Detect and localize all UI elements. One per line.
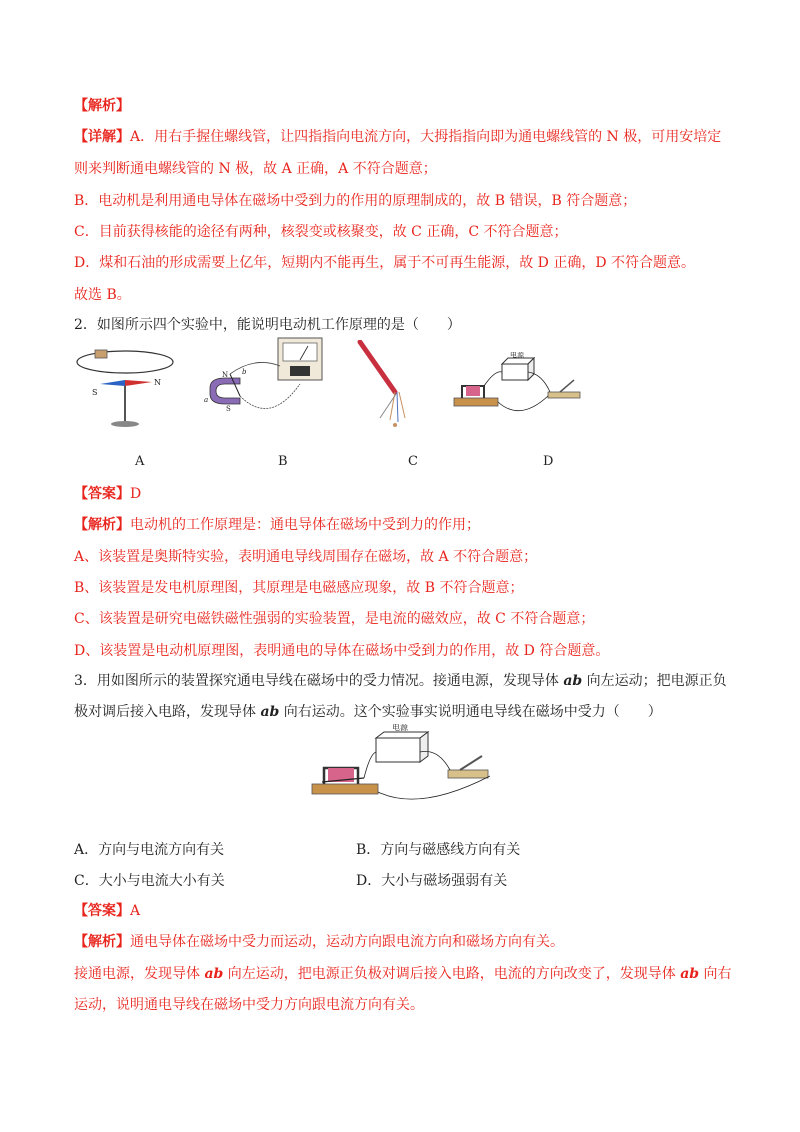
- q1-analysis-header: 【解析】: [74, 98, 130, 114]
- q2-analysis-5: D、该装置是电动机原理图，表明通电的导体在磁场中受到力的作用，故 D 符合题意。: [74, 643, 610, 659]
- q3-var-ab-4: ab: [680, 966, 700, 982]
- q2-answer: [74, 484, 141, 504]
- q3-question-line-2: [74, 702, 662, 722]
- fig-a-label-s: S: [92, 388, 98, 397]
- q3-a2a: 接通电源，发现导体: [74, 966, 205, 982]
- q2-analysis-tag: 【解析】: [74, 517, 130, 533]
- q2-label-a: A: [135, 454, 145, 469]
- q1-line-d: D．煤和石油的形成需要上亿年，短期内不能再生，属于不可再生能源，故 D 正确，D 不符合题意。: [74, 255, 696, 271]
- q3-q2b: 向右运动。这个实验事实说明通电导线在磁场中受力（ ）: [279, 704, 662, 720]
- q1-line-c: C．目前获得核能的途径有两种，核裂变或核聚变，故 C 正确，C 不符合题意；: [74, 224, 568, 240]
- q3-answer-value: A: [130, 903, 141, 919]
- q2-figure-b: [200, 336, 330, 431]
- q2-label-c: C: [408, 454, 418, 469]
- q1-line-a1: [74, 127, 721, 147]
- q1-line-a1-text: A．用右手握住螺线管，让四指指向电流方向，大拇指指向即为通电螺线管的 N 极，可用安培定: [130, 129, 722, 145]
- q2-answer-tag: 【答案】: [74, 486, 130, 502]
- q1-conclusion: 故选 B。: [74, 287, 131, 303]
- fig-b-label-n: N: [222, 371, 229, 379]
- q2-figure-d: [450, 352, 590, 432]
- q2-label-d: D: [543, 454, 554, 469]
- q3-answer-tag: 【答案】: [74, 903, 130, 919]
- q3-option-b: B．方向与磁感线方向有关: [356, 842, 521, 858]
- q3-fig-power-label: 电源: [392, 724, 408, 732]
- q3-analysis-tag: 【解析】: [74, 934, 130, 950]
- q3-a2c: 向右: [699, 966, 732, 982]
- q3-var-ab-1: ab: [563, 673, 583, 689]
- q3-option-a: A．方向与电流方向有关: [74, 842, 225, 858]
- q3-analysis-2: [74, 964, 732, 984]
- q1-line-a2: 则来判断通电螺线管的 N 极，故 A 正确，A 不符合题意；: [74, 161, 437, 177]
- q3-answer: [74, 901, 140, 921]
- q3-analysis-3: 运动，说明通电导线在磁场中受力方向跟电流方向有关。: [74, 997, 424, 1013]
- q2-analysis-1-text: 电动机的工作原理是：通电导体在磁场中受到力的作用；: [130, 517, 480, 533]
- q3-q1b: 向左运动；把电源正负: [582, 673, 727, 689]
- fig-b-label-s: S: [226, 405, 231, 413]
- fig-b-label-b: b: [242, 368, 247, 376]
- q3-option-c: C．大小与电流大小有关: [74, 873, 225, 889]
- q2-analysis-2: A、该装置是奥斯特实验，表明通电导线周围存在磁场，故 A 不符合题意；: [74, 549, 538, 565]
- q2-figure-a: [70, 340, 180, 430]
- q2-analysis-1: [74, 515, 480, 535]
- q3-q2a: 极对调后接入电路，发现导体: [74, 704, 261, 720]
- fig-d-power-label: 电源: [510, 352, 524, 359]
- q2-label-b: B: [278, 454, 288, 469]
- q3-var-ab-2: ab: [260, 704, 280, 720]
- q3-q1a: 3．用如图所示的装置探究通电导线在磁场中的受力情况。接通电源，发现导体: [74, 673, 564, 689]
- q2-figure-c: [355, 340, 415, 430]
- q2-question: 2．如图所示四个实验中，能说明电动机工作原理的是（ ）: [74, 317, 461, 333]
- q2-analysis-4: C、该装置是研究电磁铁磁性强弱的实验装置，是电流的磁效应，故 C 不符合题意；: [74, 611, 595, 627]
- q3-option-d: D．大小与磁场强弱有关: [356, 873, 508, 889]
- q1-detail-tag: 【详解】: [74, 129, 130, 145]
- q3-question-line-1: [74, 671, 727, 691]
- fig-b-label-a: a: [204, 396, 209, 404]
- q3-a2b: 向左运动，把电源正负极对调后接入电路，电流的方向改变了，发现导体: [223, 966, 681, 982]
- q3-analysis-1: [74, 932, 564, 952]
- q3-var-ab-3: ab: [204, 966, 224, 982]
- q2-analysis-3: B、该装置是发电机原理图，其原理是电磁感应现象，故 B 不符合题意；: [74, 580, 524, 596]
- q2-answer-value: D: [130, 486, 142, 502]
- q1-line-b: B．电动机是利用通电导体在磁场中受到力的作用的原理制成的，故 B 错误，B 符合题意；: [74, 193, 637, 209]
- q3-figure: [310, 724, 500, 804]
- fig-a-label-n: N: [154, 378, 161, 387]
- q3-analysis-1-text: 通电导体在磁场中受力而运动，运动方向跟电流方向和磁场方向有关。: [130, 934, 564, 950]
